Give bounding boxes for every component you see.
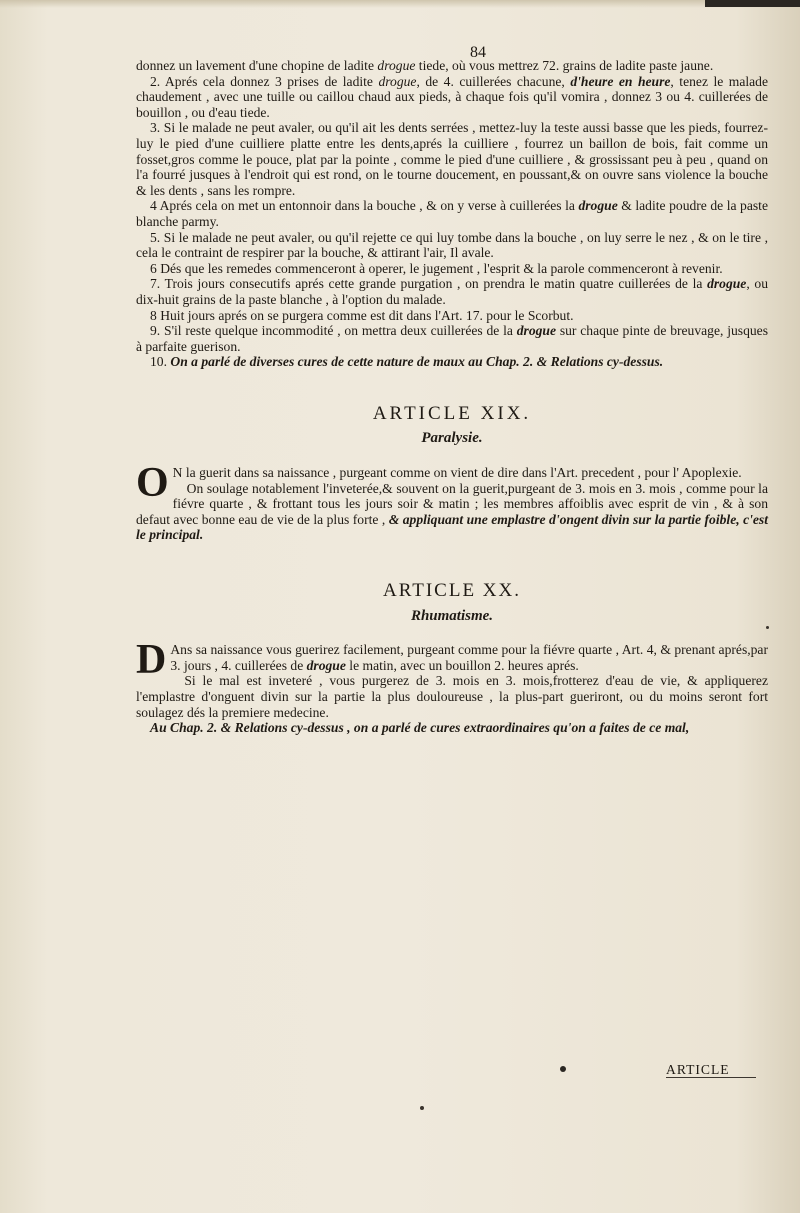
ink-speck [420, 1106, 424, 1110]
drogue-term: drogue [516, 323, 557, 339]
article-subtitle-paralysie: Paralysie. [421, 430, 483, 447]
paragraph-10: 10. On a parlé de diverses cures de cette nature de maux au Chap. 2. & Relations cy-dessus. [150, 354, 664, 370]
paragraph-5: 5. Si le malade ne peut avaler, ou qu'il rejette ce qui luy tombe dans la bouche , on luy serre le nez , & on le tire , cela le contraint de respirer par la bouche, & attirant l'air, Il avale. [136, 229, 768, 261]
heure-phrase: d'heure en heure [570, 73, 671, 89]
drogue-term: drogue [707, 276, 747, 292]
paragraph-3: 3. Si le malade ne peut avaler, ou qu'il ait les dents serrées , mettez-luy la teste aussi basse que les pieds, fourrez-luy le pied d'une cuilliere platte entre les dents,aprés la cuilliere , fourrez un baillon de bois, fait comme un fosset,gros comme le pouce, plat par la pointe , comme le pied d'une cuilliere , & grossissant peu à peu , quand on l'a fourré jusques à l'endroit qui est rond, on le tourne doucement, en poussant,& on ouvre sans violence la bouche & les dents , sans les rompre. [136, 120, 768, 198]
paragraph-2: 2. Aprés cela donnez 3 prises de ladite drogue, de 4. cuillerées chacune, d'heure en heure, tenez le malade chaudement , avec une tuille ou caillou chaud aux pieds, à chaque fois qu'il vomira , donnez 3 ou 4. cuillerées de bouillon , ou d'eau tiede. [136, 73, 769, 120]
ink-dot [560, 1066, 566, 1072]
article-heading-xix: ARTICLE XIX. [372, 402, 532, 424]
paragraph-rhumatisme-1: D Ans sa naissance vous guerirez facilement, purgeant comme pour la fiévre quarte , Art. 4, & prenant aprés,par 3. jours , 4. cuillerées de drogue le matin, avec un bouillon 2. heures aprés. [136, 637, 768, 684]
page-number: 84 [470, 44, 486, 61]
paragraph-paralysie-1: O N la guerit dans sa naissance , purgeant comme on vient de dire dans l'Art. precedent , pour l' Apoplexie. [136, 460, 742, 507]
catchword: ARTICLE [666, 1062, 730, 1077]
drop-cap-letter: D [136, 637, 167, 684]
cross-reference: Au Chap. 2. & Relations cy-dessus , on a parlé de cures extraordinaires qu'on a faites de ce mal, [150, 720, 690, 736]
cross-reference: On a parlé de diverses cures de cette nature de maux au Chap. 2. & Relations cy-dessus. [170, 354, 664, 370]
drop-cap-letter: O [136, 460, 169, 507]
paragraph-rhumatisme-2: Si le mal est inveteré , vous purgerez de 3. mois en 3. mois,frotterez d'eau de vie, & appliquerez l'emplastre d'onguent divin sur la partie la plus douloureuse , la plus-part gueriront, ou du moins seront fort soulagez dés la premiere medecine. [136, 673, 768, 720]
page-body [136, 58, 768, 736]
emphasis-phrase: & appliquant une emplastre d'ongent divin sur la partie foible, c'est le principal. [136, 511, 768, 543]
ink-speck [766, 626, 769, 629]
catchword-underline [666, 1077, 756, 1078]
drogue-term: drogue [377, 58, 416, 73]
paragraph-9: 9. S'il reste quelque incommodité , on mettra deux cuillerées de la drogue sur chaque pinte de breuvage, jusques à parfaite guerison. [136, 323, 768, 354]
paragraph-continuation: donnez un lavement d'une chopine de ladite drogue tiede, où vous mettrez 72. grains de ladite paste jaune. [136, 58, 714, 73]
paragraph-4: 4 Aprés cela on met un entonnoir dans la bouche , & on y verse à cuillerées la drogue & ladite poudre de la paste blanche parmy. [136, 198, 768, 229]
article-heading-xx: ARTICLE XX. [382, 580, 521, 602]
drogue-term: drogue [378, 73, 417, 89]
drogue-term: drogue [578, 198, 618, 214]
paragraph-paralysie-2: On soulage notablement l'inveterée,& souvent on la guerit,purgeant de 3. mois en 3. mois , comme pour la fiévre quarte , & frottant tous les jours soir & matin ; les membres affoiblis avec esprit de vin , & à son defaut avec bonne eau de vie de la plus forte , & appliquant une emplastre d'ongent divin sur la partie foible, c'est le principal. [136, 480, 768, 543]
paragraph-6: 6 Dés que les remedes commenceront à operer, le jugement , l'esprit & la parole commenceront à revenir. [150, 260, 723, 276]
article-subtitle-rhumatisme: Rhumatisme. [410, 607, 494, 624]
paragraph-8: 8 Huit jours aprés on se purgera comme est dit dans l'Art. 17. pour le Scorbut. [150, 307, 574, 323]
corner-ink-mark [705, 0, 800, 7]
drogue-term: drogue [306, 657, 346, 673]
paragraph-7: 7. Trois jours consecutifs aprés cette grande purgation , on prendra le matin quatre cuillerées de la drogue, ou dix-huit grains de la paste blanche , à l'option du malade. [136, 276, 769, 307]
paragraph-rhumatisme-3 [136, 720, 768, 736]
